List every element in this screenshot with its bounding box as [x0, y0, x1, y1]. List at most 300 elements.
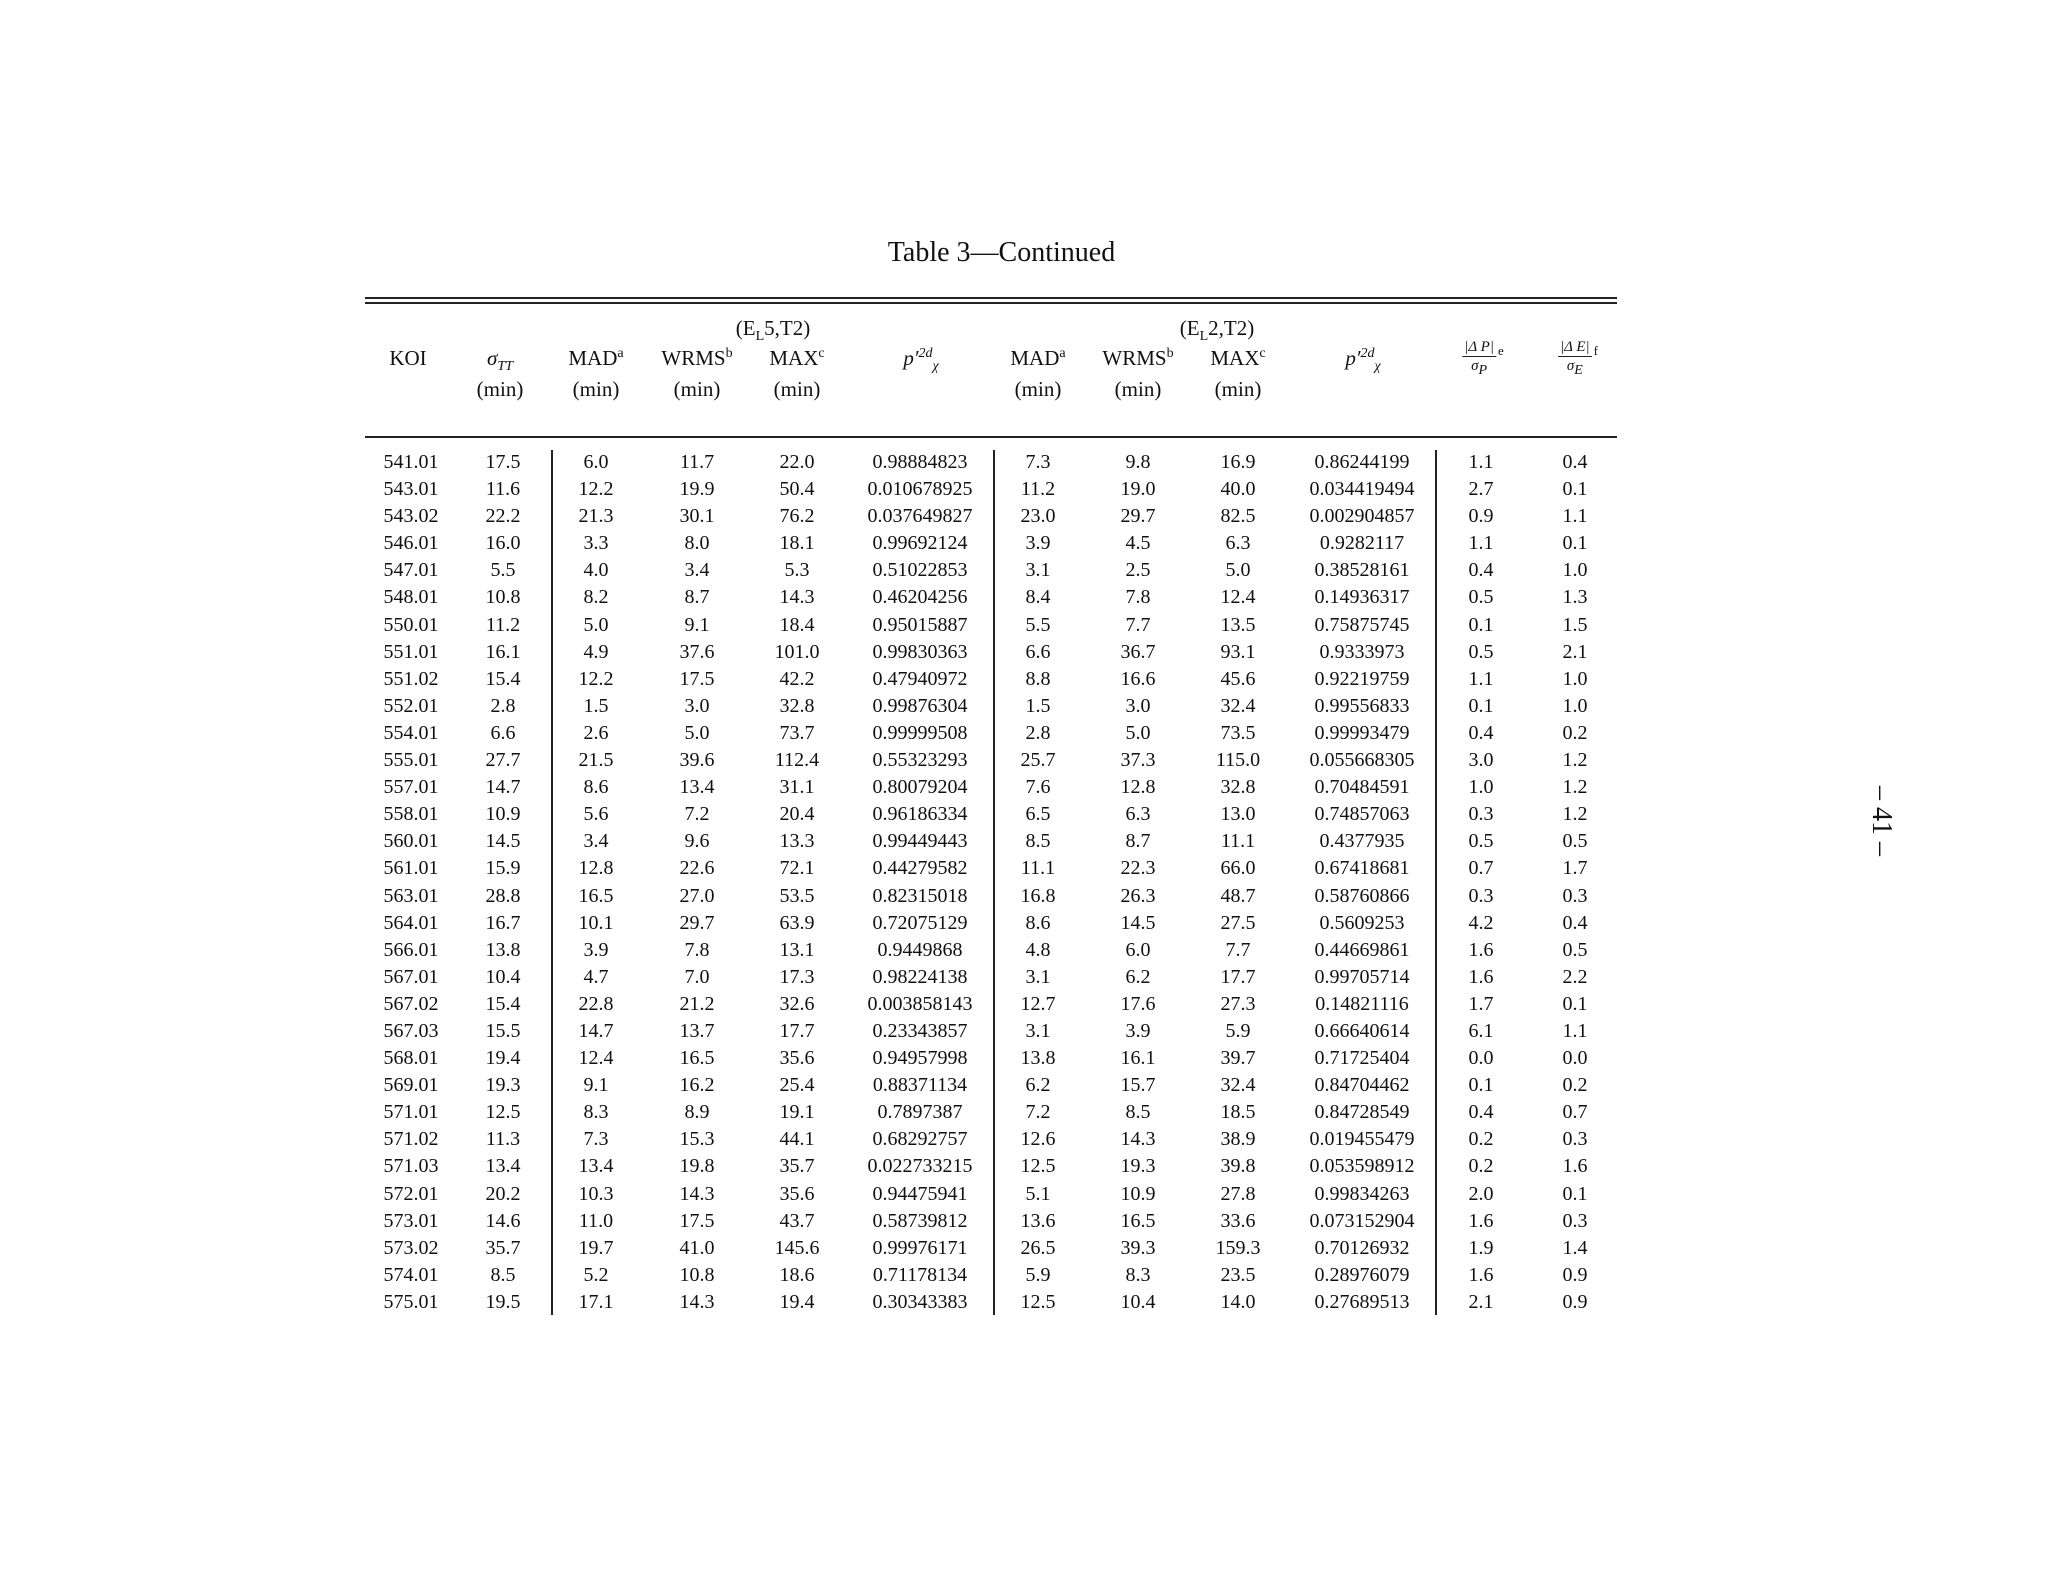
cell-wrms-1: 30.1 [679, 505, 715, 528]
cell-delta-p: 0.1 [1468, 1074, 1494, 1097]
cell-pchi-1: 0.51022853 [872, 559, 968, 582]
cell-mad-2: 7.6 [1025, 776, 1051, 799]
cell-mad-1: 4.9 [583, 640, 609, 663]
table-row [0, 666, 2048, 693]
cell-max-2: 14.0 [1220, 1290, 1256, 1313]
unit-sigma-tt: (min) [476, 377, 524, 401]
cell-pchi-1: 0.44279582 [872, 857, 968, 880]
cell-pchi-1: 0.037649827 [867, 505, 973, 528]
cell-pchi-1: 0.94957998 [872, 1047, 968, 1070]
cell-wrms-1: 5.0 [684, 721, 710, 744]
cell-pchi-2: 0.27689513 [1314, 1290, 1410, 1313]
cell-koi: 558.01 [383, 803, 439, 826]
cell-delta-p: 4.2 [1468, 911, 1494, 934]
cell-max-2: 27.5 [1220, 911, 1256, 934]
cell-mad-2: 1.5 [1025, 694, 1051, 717]
cell-pchi-2: 0.99834263 [1314, 1182, 1410, 1205]
cell-mad-2: 3.1 [1025, 559, 1051, 582]
cell-delta-p: 1.6 [1468, 1209, 1494, 1232]
cell-max-2: 7.7 [1225, 938, 1251, 961]
column-header-wrms-1: WRMS$^b$ [661, 346, 733, 370]
cell-delta-p: 0.9 [1468, 505, 1494, 528]
table-row [0, 883, 2048, 910]
cell-delta-e: 0.9 [1562, 1290, 1588, 1313]
cell-wrms-1: 7.8 [684, 938, 710, 961]
cell-pchi-2: 0.92219759 [1314, 667, 1410, 690]
cell-delta-e: 0.0 [1562, 1047, 1588, 1070]
cell-wrms-1: 8.0 [684, 532, 710, 555]
cell-koi: 541.01 [383, 451, 439, 473]
column-header-koi: KOI [389, 346, 427, 370]
cell-wrms-1: 27.0 [679, 884, 715, 907]
cell-delta-e: 1.0 [1562, 559, 1588, 582]
cell-mad-1: 5.6 [583, 803, 609, 826]
cell-sigma-tt: 15.9 [485, 857, 521, 880]
cell-sigma-tt: 13.8 [485, 938, 521, 961]
cell-delta-e: 1.3 [1562, 586, 1588, 609]
cell-pchi-1: 0.99876304 [872, 694, 968, 717]
cell-mad-1: 3.4 [583, 830, 609, 853]
table-row [0, 1181, 2048, 1208]
cell-mad-1: 5.2 [583, 1263, 609, 1286]
cell-sigma-tt: 14.6 [485, 1209, 521, 1232]
cell-mad-1: 9.1 [583, 1074, 609, 1097]
cell-max-2: 23.5 [1220, 1263, 1256, 1286]
cell-max-2: 5.9 [1225, 1019, 1251, 1042]
cell-wrms-2: 7.7 [1125, 613, 1151, 636]
cell-mad-1: 22.8 [578, 992, 614, 1015]
cell-koi: 569.01 [383, 1074, 439, 1097]
table-row [0, 1045, 2048, 1072]
cell-sigma-tt: 11.3 [485, 1128, 521, 1151]
cell-wrms-2: 12.8 [1120, 776, 1156, 799]
cell-wrms-2: 5.0 [1125, 721, 1151, 744]
table-row [0, 639, 2048, 666]
table-row [0, 612, 2048, 639]
group-header-el5: $(E_L5,T2)$ [735, 316, 811, 345]
cell-max-2: 66.0 [1220, 857, 1256, 880]
cell-max-1: 25.4 [779, 1074, 815, 1097]
cell-pchi-1: 0.99449443 [872, 830, 968, 853]
cell-max-1: 18.4 [779, 613, 815, 636]
column-header-max-2: MAX$^c$ [1210, 346, 1266, 370]
cell-delta-e: 0.7 [1562, 1101, 1588, 1124]
cell-pchi-2: 0.9333973 [1319, 640, 1405, 663]
cell-mad-1: 16.5 [578, 884, 614, 907]
cell-koi: 571.01 [383, 1101, 439, 1124]
column-header-wrms-2: WRMS$^b$ [1102, 346, 1174, 370]
cell-pchi-2: 0.053598912 [1309, 1155, 1415, 1178]
cell-delta-p: 1.9 [1468, 1236, 1494, 1259]
cell-sigma-tt: 16.0 [485, 532, 521, 555]
cell-koi: 567.02 [383, 992, 439, 1015]
cell-max-1: 13.1 [779, 938, 815, 961]
unit-mad-2: (min) [1014, 377, 1062, 401]
cell-mad-2: 7.2 [1025, 1101, 1051, 1124]
cell-max-2: 13.5 [1220, 613, 1256, 636]
cell-max-2: 39.8 [1220, 1155, 1256, 1178]
cell-delta-p: 0.2 [1468, 1128, 1494, 1151]
cell-koi: 551.01 [383, 640, 439, 663]
cell-pchi-1: 0.71178134 [872, 1263, 968, 1286]
column-header-pchi-1: $p'^{2d}_\chi$ [903, 346, 939, 375]
cell-mad-1: 3.3 [583, 532, 609, 555]
cell-wrms-2: 14.3 [1120, 1128, 1156, 1151]
cell-wrms-1: 11.7 [679, 451, 715, 473]
cell-max-1: 18.6 [779, 1263, 815, 1286]
cell-sigma-tt: 10.4 [485, 965, 521, 988]
cell-max-1: 43.7 [779, 1209, 815, 1232]
cell-max-1: 32.8 [779, 694, 815, 717]
cell-max-2: 16.9 [1220, 451, 1256, 473]
cell-wrms-2: 29.7 [1120, 505, 1156, 528]
table-row [0, 449, 2048, 476]
cell-wrms-2: 3.9 [1125, 1019, 1151, 1042]
cell-max-2: 17.7 [1220, 965, 1256, 988]
cell-max-2: 45.6 [1220, 667, 1256, 690]
cell-koi: 573.02 [383, 1236, 439, 1259]
cell-wrms-2: 37.3 [1120, 749, 1156, 772]
cell-pchi-2: 0.84728549 [1314, 1101, 1410, 1124]
table-row [0, 530, 2048, 557]
cell-max-1: 145.6 [774, 1236, 820, 1259]
cell-koi: 563.01 [383, 884, 439, 907]
cell-max-1: 31.1 [779, 776, 815, 799]
cell-delta-p: 1.7 [1468, 992, 1494, 1015]
cell-koi: 564.01 [383, 911, 439, 934]
cell-sigma-tt: 15.4 [485, 992, 521, 1015]
table-row [0, 855, 2048, 882]
cell-max-2: 73.5 [1220, 721, 1256, 744]
cell-delta-e: 1.6 [1562, 1155, 1588, 1178]
table-row [0, 720, 2048, 747]
cell-pchi-1: 0.99976171 [872, 1236, 968, 1259]
cell-delta-p: 2.1 [1468, 1290, 1494, 1313]
cell-wrms-1: 39.6 [679, 749, 715, 772]
cell-pchi-2: 0.5609253 [1319, 911, 1405, 934]
cell-mad-2: 5.5 [1025, 613, 1051, 636]
cell-wrms-1: 3.0 [684, 694, 710, 717]
cell-max-1: 50.4 [779, 478, 815, 501]
table-row [0, 1262, 2048, 1289]
cell-mad-2: 13.6 [1020, 1209, 1056, 1232]
cell-max-1: 18.1 [779, 532, 815, 555]
cell-pchi-1: 0.99830363 [872, 640, 968, 663]
cell-pchi-2: 0.58760866 [1314, 884, 1410, 907]
cell-max-1: 44.1 [779, 1128, 815, 1151]
cell-mad-2: 12.5 [1020, 1155, 1056, 1178]
cell-pchi-2: 0.9282117 [1319, 532, 1405, 555]
cell-pchi-2: 0.67418681 [1314, 857, 1410, 880]
table-row [0, 557, 2048, 584]
cell-sigma-tt: 19.3 [485, 1074, 521, 1097]
cell-pchi-2: 0.99993479 [1314, 721, 1410, 744]
cell-koi: 567.01 [383, 965, 439, 988]
cell-max-1: 13.3 [779, 830, 815, 853]
cell-wrms-1: 3.4 [684, 559, 710, 582]
cell-koi: 573.01 [383, 1209, 439, 1232]
cell-mad-1: 13.4 [578, 1155, 614, 1178]
cell-delta-e: 0.4 [1562, 911, 1588, 934]
cell-max-1: 42.2 [779, 667, 815, 690]
cell-pchi-1: 0.80079204 [872, 776, 968, 799]
cell-wrms-1: 17.5 [679, 667, 715, 690]
unit-wrms-1: (min) [673, 377, 721, 401]
cell-delta-e: 1.5 [1562, 613, 1588, 636]
cell-max-2: 39.7 [1220, 1047, 1256, 1070]
table-row [0, 774, 2048, 801]
cell-sigma-tt: 16.7 [485, 911, 521, 934]
cell-wrms-1: 16.5 [679, 1047, 715, 1070]
cell-wrms-2: 3.0 [1125, 694, 1151, 717]
cell-pchi-2: 0.84704462 [1314, 1074, 1410, 1097]
cell-pchi-2: 0.71725404 [1314, 1047, 1410, 1070]
cell-wrms-2: 16.5 [1120, 1209, 1156, 1232]
cell-pchi-1: 0.82315018 [872, 884, 968, 907]
cell-delta-e: 1.0 [1562, 667, 1588, 690]
cell-delta-p: 0.0 [1468, 1047, 1494, 1070]
cell-sigma-tt: 11.2 [485, 613, 521, 636]
cell-mad-2: 13.8 [1020, 1047, 1056, 1070]
table-row [0, 828, 2048, 855]
cell-delta-p: 6.1 [1468, 1019, 1494, 1042]
cell-pchi-2: 0.055668305 [1309, 749, 1415, 772]
cell-mad-2: 11.1 [1020, 857, 1056, 880]
cell-koi: 543.01 [383, 478, 439, 501]
cell-max-1: 19.4 [779, 1290, 815, 1313]
table-row [0, 937, 2048, 964]
cell-koi: 552.01 [383, 694, 439, 717]
cell-mad-2: 6.5 [1025, 803, 1051, 826]
column-header-delta-p: $\frac{\text{|Δ P|}}{\sigma P}$ $^e$ [1464, 339, 1504, 378]
cell-sigma-tt: 13.4 [485, 1155, 521, 1178]
cell-sigma-tt: 15.5 [485, 1019, 521, 1042]
table-row [0, 1235, 2048, 1262]
cell-max-2: 27.8 [1220, 1182, 1256, 1205]
cell-delta-p: 1.1 [1468, 451, 1494, 473]
cell-max-1: 73.7 [779, 721, 815, 744]
cell-mad-2: 4.8 [1025, 938, 1051, 961]
cell-wrms-2: 6.3 [1125, 803, 1151, 826]
cell-pchi-2: 0.073152904 [1309, 1209, 1415, 1232]
table-row [0, 1018, 2048, 1045]
cell-max-2: 82.5 [1220, 505, 1256, 528]
cell-delta-p: 3.0 [1468, 749, 1494, 772]
cell-delta-e: 0.3 [1562, 1209, 1588, 1232]
cell-pchi-1: 0.72075129 [872, 911, 968, 934]
cell-koi: 567.03 [383, 1019, 439, 1042]
cell-wrms-1: 19.9 [679, 478, 715, 501]
cell-max-1: 35.6 [779, 1182, 815, 1205]
cell-pchi-2: 0.86244199 [1314, 451, 1410, 473]
cell-delta-e: 0.3 [1562, 884, 1588, 907]
cell-wrms-2: 26.3 [1120, 884, 1156, 907]
cell-mad-2: 8.8 [1025, 667, 1051, 690]
cell-mad-2: 16.8 [1020, 884, 1056, 907]
cell-koi: 551.02 [383, 667, 439, 690]
cell-pchi-2: 0.14936317 [1314, 586, 1410, 609]
cell-koi: 557.01 [383, 776, 439, 799]
cell-pchi-2: 0.99705714 [1314, 965, 1410, 988]
cell-mad-2: 12.5 [1020, 1290, 1056, 1313]
cell-mad-2: 26.5 [1020, 1236, 1056, 1259]
cell-mad-2: 8.5 [1025, 830, 1051, 853]
cell-max-2: 32.4 [1220, 694, 1256, 717]
cell-sigma-tt: 17.5 [485, 451, 521, 473]
cell-wrms-2: 6.0 [1125, 938, 1151, 961]
cell-mad-2: 6.6 [1025, 640, 1051, 663]
cell-delta-e: 0.3 [1562, 1128, 1588, 1151]
cell-wrms-1: 37.6 [679, 640, 715, 663]
cell-wrms-2: 17.6 [1120, 992, 1156, 1015]
cell-mad-1: 21.5 [578, 749, 614, 772]
cell-pchi-2: 0.75875745 [1314, 613, 1410, 636]
cell-delta-p: 0.1 [1468, 613, 1494, 636]
cell-pchi-1: 0.23343857 [872, 1019, 968, 1042]
cell-pchi-1: 0.55323293 [872, 749, 968, 772]
cell-pchi-2: 0.4377935 [1319, 830, 1405, 853]
cell-delta-p: 0.2 [1468, 1155, 1494, 1178]
cell-max-1: 20.4 [779, 803, 815, 826]
cell-wrms-1: 17.5 [679, 1209, 715, 1232]
cell-wrms-1: 19.8 [679, 1155, 715, 1178]
cell-wrms-2: 14.5 [1120, 911, 1156, 934]
cell-delta-p: 0.4 [1468, 1101, 1494, 1124]
cell-koi: 555.01 [383, 749, 439, 772]
cell-max-2: 5.0 [1225, 559, 1251, 582]
cell-max-1: 112.4 [774, 749, 820, 772]
cell-pchi-2: 0.70126932 [1314, 1236, 1410, 1259]
cell-pchi-1: 0.68292757 [872, 1128, 968, 1151]
cell-delta-e: 1.1 [1562, 1019, 1588, 1042]
cell-koi: 568.01 [383, 1047, 439, 1070]
cell-sigma-tt: 11.6 [485, 478, 521, 501]
cell-max-1: 72.1 [779, 857, 815, 880]
cell-koi: 560.01 [383, 830, 439, 853]
cell-wrms-2: 15.7 [1120, 1074, 1156, 1097]
cell-koi: 571.03 [383, 1155, 439, 1178]
cell-max-2: 38.9 [1220, 1128, 1256, 1151]
cell-delta-e: 1.4 [1562, 1236, 1588, 1259]
column-header-sigma-tt: $\sigma_{TT}$ [487, 346, 513, 375]
cell-pchi-1: 0.99692124 [872, 532, 968, 555]
table-row [0, 747, 2048, 774]
cell-mad-2: 5.9 [1025, 1263, 1051, 1286]
cell-wrms-2: 9.8 [1125, 451, 1151, 473]
cell-mad-1: 4.7 [583, 965, 609, 988]
cell-wrms-2: 6.2 [1125, 965, 1151, 988]
cell-pchi-2: 0.74857063 [1314, 803, 1410, 826]
cell-max-2: 32.4 [1220, 1074, 1256, 1097]
cell-delta-p: 0.1 [1468, 694, 1494, 717]
cell-delta-p: 1.1 [1468, 532, 1494, 555]
cell-koi: 554.01 [383, 721, 439, 744]
cell-delta-p: 1.6 [1468, 1263, 1494, 1286]
table-row [0, 584, 2048, 611]
cell-sigma-tt: 22.2 [485, 505, 521, 528]
cell-sigma-tt: 20.2 [485, 1182, 521, 1205]
cell-max-2: 159.3 [1215, 1236, 1261, 1259]
cell-delta-p: 0.3 [1468, 803, 1494, 826]
cell-pchi-1: 0.9449868 [877, 938, 963, 961]
table-row [0, 1126, 2048, 1153]
cell-mad-2: 25.7 [1020, 749, 1056, 772]
cell-max-2: 48.7 [1220, 884, 1256, 907]
cell-delta-e: 0.2 [1562, 721, 1588, 744]
cell-max-1: 17.7 [779, 1019, 815, 1042]
cell-max-1: 35.7 [779, 1155, 815, 1178]
cell-delta-e: 1.2 [1562, 776, 1588, 799]
cell-mad-2: 2.8 [1025, 721, 1051, 744]
cell-max-2: 93.1 [1220, 640, 1256, 663]
cell-max-2: 13.0 [1220, 803, 1256, 826]
cell-max-2: 11.1 [1220, 830, 1256, 853]
cell-delta-p: 0.4 [1468, 559, 1494, 582]
cell-mad-2: 12.7 [1020, 992, 1056, 1015]
header-rule [365, 436, 1617, 438]
cell-delta-p: 0.5 [1468, 586, 1494, 609]
cell-mad-1: 10.1 [578, 911, 614, 934]
table-row [0, 1099, 2048, 1126]
cell-sigma-tt: 8.5 [490, 1263, 516, 1286]
cell-delta-p: 1.0 [1468, 776, 1494, 799]
cell-max-1: 53.5 [779, 884, 815, 907]
unit-wrms-2: (min) [1114, 377, 1162, 401]
cell-sigma-tt: 15.4 [485, 667, 521, 690]
cell-delta-p: 0.7 [1468, 857, 1494, 880]
cell-pchi-2: 0.019455479 [1309, 1128, 1415, 1151]
cell-max-1: 101.0 [774, 640, 820, 663]
table-row [0, 693, 2048, 720]
cell-wrms-2: 22.3 [1120, 857, 1156, 880]
cell-delta-p: 0.5 [1468, 830, 1494, 853]
table-row [0, 801, 2048, 828]
cell-pchi-1: 0.30343383 [872, 1290, 968, 1313]
cell-delta-p: 1.6 [1468, 965, 1494, 988]
cell-wrms-1: 7.0 [684, 965, 710, 988]
cell-max-2: 115.0 [1215, 749, 1261, 772]
cell-mad-1: 12.2 [578, 667, 614, 690]
cell-sigma-tt: 14.5 [485, 830, 521, 853]
cell-pchi-1: 0.47940972 [872, 667, 968, 690]
cell-mad-2: 12.6 [1020, 1128, 1056, 1151]
cell-wrms-2: 8.5 [1125, 1101, 1151, 1124]
cell-max-2: 18.5 [1220, 1101, 1256, 1124]
cell-mad-1: 14.7 [578, 1019, 614, 1042]
cell-sigma-tt: 5.5 [490, 559, 516, 582]
cell-wrms-1: 22.6 [679, 857, 715, 880]
cell-wrms-1: 14.3 [679, 1290, 715, 1313]
cell-sigma-tt: 10.9 [485, 803, 521, 826]
cell-delta-p: 0.4 [1468, 721, 1494, 744]
cell-sigma-tt: 19.4 [485, 1047, 521, 1070]
table-title: Table 3—Continued [887, 237, 1116, 268]
cell-wrms-2: 8.7 [1125, 830, 1151, 853]
cell-sigma-tt: 27.7 [485, 749, 521, 772]
cell-koi: 546.01 [383, 532, 439, 555]
cell-pchi-2: 0.70484591 [1314, 776, 1410, 799]
table-row [0, 910, 2048, 937]
cell-wrms-1: 7.2 [684, 803, 710, 826]
cell-mad-1: 6.0 [583, 451, 609, 473]
cell-mad-2: 23.0 [1020, 505, 1056, 528]
table-row [0, 964, 2048, 991]
cell-mad-1: 17.1 [578, 1290, 614, 1313]
cell-wrms-2: 4.5 [1125, 532, 1151, 555]
cell-wrms-1: 13.7 [679, 1019, 715, 1042]
cell-mad-2: 3.1 [1025, 965, 1051, 988]
cell-delta-e: 0.4 [1562, 451, 1588, 473]
